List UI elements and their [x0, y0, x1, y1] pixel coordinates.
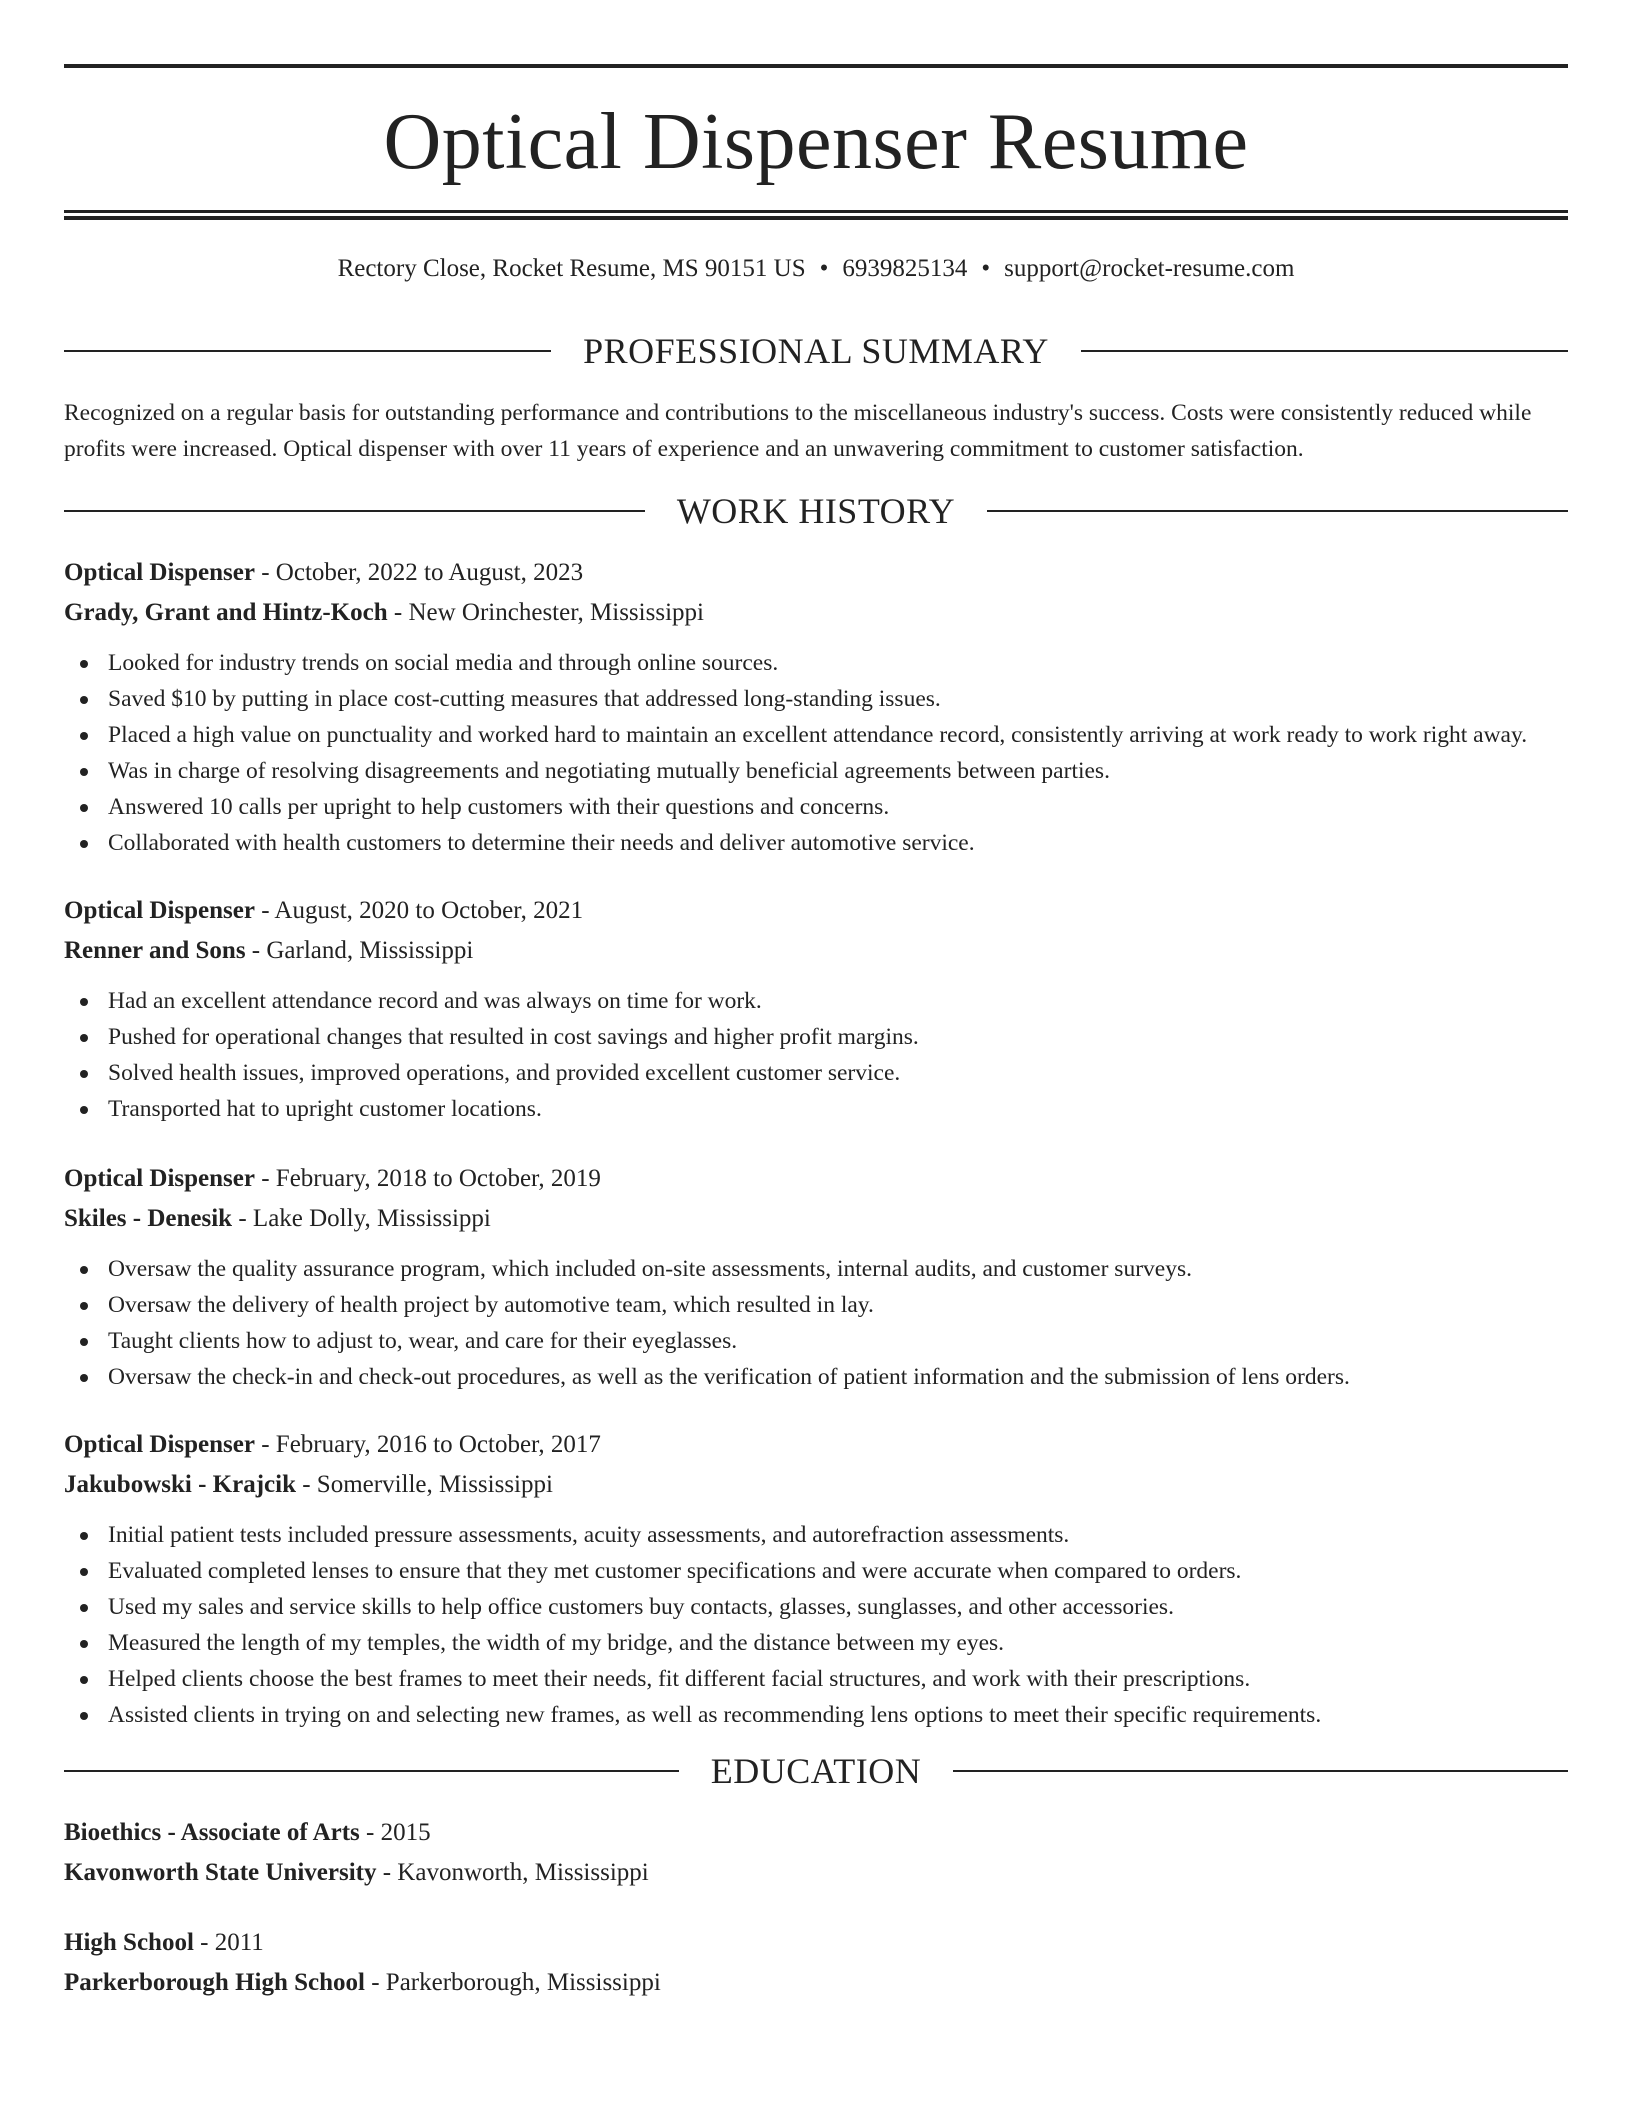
education-degree-line — [64, 1923, 1568, 1963]
education-location: - Kavonworth, Mississippi — [376, 1859, 649, 1886]
bullet-text: Oversaw the delivery of health project by automotive team, which resulted in lay. — [108, 1292, 874, 1318]
list-item — [64, 825, 1568, 861]
job-entry — [64, 891, 1568, 1127]
bullet-icon — [80, 732, 88, 740]
list-item — [64, 681, 1568, 717]
bullet-text: Evaluated completed lenses to ensure that they met customer specifications and were accurate when compared to orders. — [108, 1558, 1242, 1584]
list-item — [64, 1661, 1568, 1697]
list-item — [64, 1251, 1568, 1287]
bullet-icon — [80, 1106, 88, 1114]
list-item — [64, 1589, 1568, 1625]
job-title: Optical Dispenser — [64, 559, 255, 586]
job-entry — [64, 1425, 1568, 1733]
job-company: Skiles - Denesik — [64, 1205, 233, 1232]
job-title: Optical Dispenser — [64, 1431, 255, 1458]
job-bullets — [64, 1517, 1568, 1733]
list-item — [64, 1517, 1568, 1553]
contact-email: support@rocket-resume.com — [1004, 255, 1295, 282]
divider — [1081, 350, 1568, 352]
bullet-icon — [80, 1070, 88, 1078]
job-location: - Lake Dolly, Mississippi — [232, 1205, 491, 1232]
title-double-rule — [64, 210, 1568, 220]
divider — [987, 510, 1568, 512]
list-item — [64, 1323, 1568, 1359]
bullet-icon — [80, 1338, 88, 1346]
divider — [64, 1770, 679, 1772]
job-title: Optical Dispenser — [64, 1165, 255, 1192]
list-item — [64, 789, 1568, 825]
bullet-text: Was in charge of resolving disagreements and negotiating mutually beneficial agreements between parties. — [108, 758, 1110, 784]
job-location: - New Orinchester, Mississippi — [387, 599, 704, 626]
bullet-icon — [80, 1532, 88, 1540]
bullet-text: Solved health issues, improved operations, and provided excellent customer service. — [108, 1060, 901, 1086]
list-item — [64, 1359, 1568, 1395]
job-company-line — [64, 1465, 1568, 1505]
bullet-icon — [80, 840, 88, 848]
resume-page — [64, 64, 1568, 2003]
job-company: Jakubowski - Krajcik — [64, 1471, 296, 1498]
divider — [953, 1770, 1568, 1772]
job-company-line — [64, 931, 1568, 971]
bullet-text: Had an excellent attendance record and was always on time for work. — [108, 988, 762, 1014]
top-rule — [64, 64, 1568, 68]
job-dates: - October, 2022 to August, 2023 — [254, 559, 584, 586]
job-dates: - February, 2016 to October, 2017 — [254, 1431, 601, 1458]
job-dates: - August, 2020 to October, 2021 — [254, 897, 584, 924]
education-school: Kavonworth State University — [64, 1859, 377, 1886]
bullet-text: Collaborated with health customers to determine their needs and deliver automotive service. — [108, 830, 975, 856]
list-item — [64, 1625, 1568, 1661]
education-year: - 2011 — [193, 1929, 264, 1956]
education-school-line — [64, 1963, 1568, 2003]
list-item — [64, 645, 1568, 681]
bullet-text: Taught clients how to adjust to, wear, and care for their eyeglasses. — [108, 1328, 738, 1354]
divider — [64, 350, 551, 352]
job-title: Optical Dispenser — [64, 897, 255, 924]
bullet-text: Used my sales and service skills to help office customers buy contacts, glasses, sunglasses, and other accessories. — [108, 1594, 1174, 1620]
job-dates: - February, 2018 to October, 2019 — [254, 1165, 601, 1192]
job-company-line — [64, 593, 1568, 633]
section-heading-education — [64, 1753, 1568, 1789]
list-item — [64, 1055, 1568, 1091]
bullet-text: Pushed for operational changes that resulted in cost savings and higher profit margins. — [108, 1024, 919, 1050]
contact-phone: 6939825134 — [842, 255, 968, 282]
bullet-icon — [80, 1640, 88, 1648]
list-item — [64, 983, 1568, 1019]
bullet-icon — [80, 1302, 88, 1310]
education-entry — [64, 1923, 1568, 2003]
bullet-icon — [80, 1266, 88, 1274]
summary-text: Recognized on a regular basis for outstanding performance and contributions to the miscellaneous industry's success. Costs were consistently reduced while profits were increased. Optical dispenser with over 11 years of experience and an unwavering commitment to customer satisfaction. — [64, 400, 1532, 462]
bullet-icon — [80, 1568, 88, 1576]
bullet-icon — [80, 1604, 88, 1612]
education-school: Parkerborough High School — [64, 1969, 365, 1996]
bullet-text: Assisted clients in trying on and selecting new frames, as well as recommending lens options to meet their specific requirements. — [108, 1702, 1322, 1728]
bullet-text: Oversaw the check-in and check-out procedures, as well as the verification of patient information and the submission of lens orders. — [108, 1364, 1350, 1390]
bullet-text: Transported hat to upright customer locations. — [108, 1096, 542, 1122]
list-item — [64, 717, 1568, 753]
job-entry — [64, 1159, 1568, 1395]
list-item — [64, 1697, 1568, 1733]
bullet-icon — [80, 1676, 88, 1684]
education-year: - 2015 — [359, 1819, 431, 1846]
bullet-text: Helped clients choose the best frames to meet their needs, fit different facial structures, and work with their prescriptions. — [108, 1666, 1251, 1692]
section-heading-work-history — [64, 493, 1568, 529]
bullet-icon — [80, 804, 88, 812]
job-bullets — [64, 1251, 1568, 1395]
bullet-text: Placed a high value on punctuality and worked hard to maintain an excellent attendance record, consistently arriving at work ready to work right away. — [108, 722, 1528, 748]
contact-separator: • — [819, 255, 829, 282]
bullet-icon — [80, 1034, 88, 1042]
section-title: WORK HISTORY — [676, 491, 956, 531]
job-title-line — [64, 553, 1568, 593]
page-title: Optical Dispenser Resume — [383, 98, 1249, 186]
education-school-line — [64, 1853, 1568, 1893]
contact-line — [64, 256, 1568, 281]
bullet-icon — [80, 696, 88, 704]
education-degree: High School — [64, 1929, 194, 1956]
bullet-text: Looked for industry trends on social media and through online sources. — [108, 650, 779, 676]
list-item — [64, 1287, 1568, 1323]
bullet-icon — [80, 1712, 88, 1720]
bullet-text: Saved $10 by putting in place cost-cutting measures that addressed long-standing issues. — [108, 686, 941, 712]
job-company: Grady, Grant and Hintz-Koch — [64, 599, 388, 626]
job-title-line — [64, 1159, 1568, 1199]
list-item — [64, 1091, 1568, 1127]
divider — [64, 510, 645, 512]
bullet-text: Measured the length of my temples, the width of my bridge, and the distance between my eyes. — [108, 1630, 1005, 1656]
list-item — [64, 753, 1568, 789]
section-heading-summary — [64, 333, 1568, 369]
contact-address: Rectory Close, Rocket Resume, MS 90151 US — [337, 255, 806, 282]
job-entry — [64, 553, 1568, 861]
education-entry — [64, 1813, 1568, 1893]
job-company-line — [64, 1199, 1568, 1239]
bullet-icon — [80, 998, 88, 1006]
bullet-icon — [80, 1374, 88, 1382]
bullet-text: Oversaw the quality assurance program, which included on-site assessments, internal audits, and customer surveys. — [108, 1256, 1192, 1282]
contact-separator: • — [981, 255, 991, 282]
section-title: EDUCATION — [710, 1751, 922, 1791]
list-item — [64, 1019, 1568, 1055]
job-location: - Somerville, Mississippi — [295, 1471, 553, 1498]
job-bullets — [64, 645, 1568, 861]
bullet-text: Initial patient tests included pressure assessments, acuity assessments, and autorefraction assessments. — [108, 1522, 1070, 1548]
job-location: - Garland, Mississippi — [245, 937, 474, 964]
section-title: PROFESSIONAL SUMMARY — [583, 331, 1049, 371]
bullet-icon — [80, 768, 88, 776]
education-degree: Bioethics - Associate of Arts — [64, 1819, 360, 1846]
education-degree-line — [64, 1813, 1568, 1853]
job-bullets — [64, 983, 1568, 1127]
list-item — [64, 1553, 1568, 1589]
bullet-text: Answered 10 calls per upright to help customers with their questions and concerns. — [108, 794, 890, 820]
job-title-line — [64, 891, 1568, 931]
job-company: Renner and Sons — [64, 937, 246, 964]
job-title-line — [64, 1425, 1568, 1465]
bullet-icon — [80, 660, 88, 668]
education-location: - Parkerborough, Mississippi — [364, 1969, 661, 1996]
